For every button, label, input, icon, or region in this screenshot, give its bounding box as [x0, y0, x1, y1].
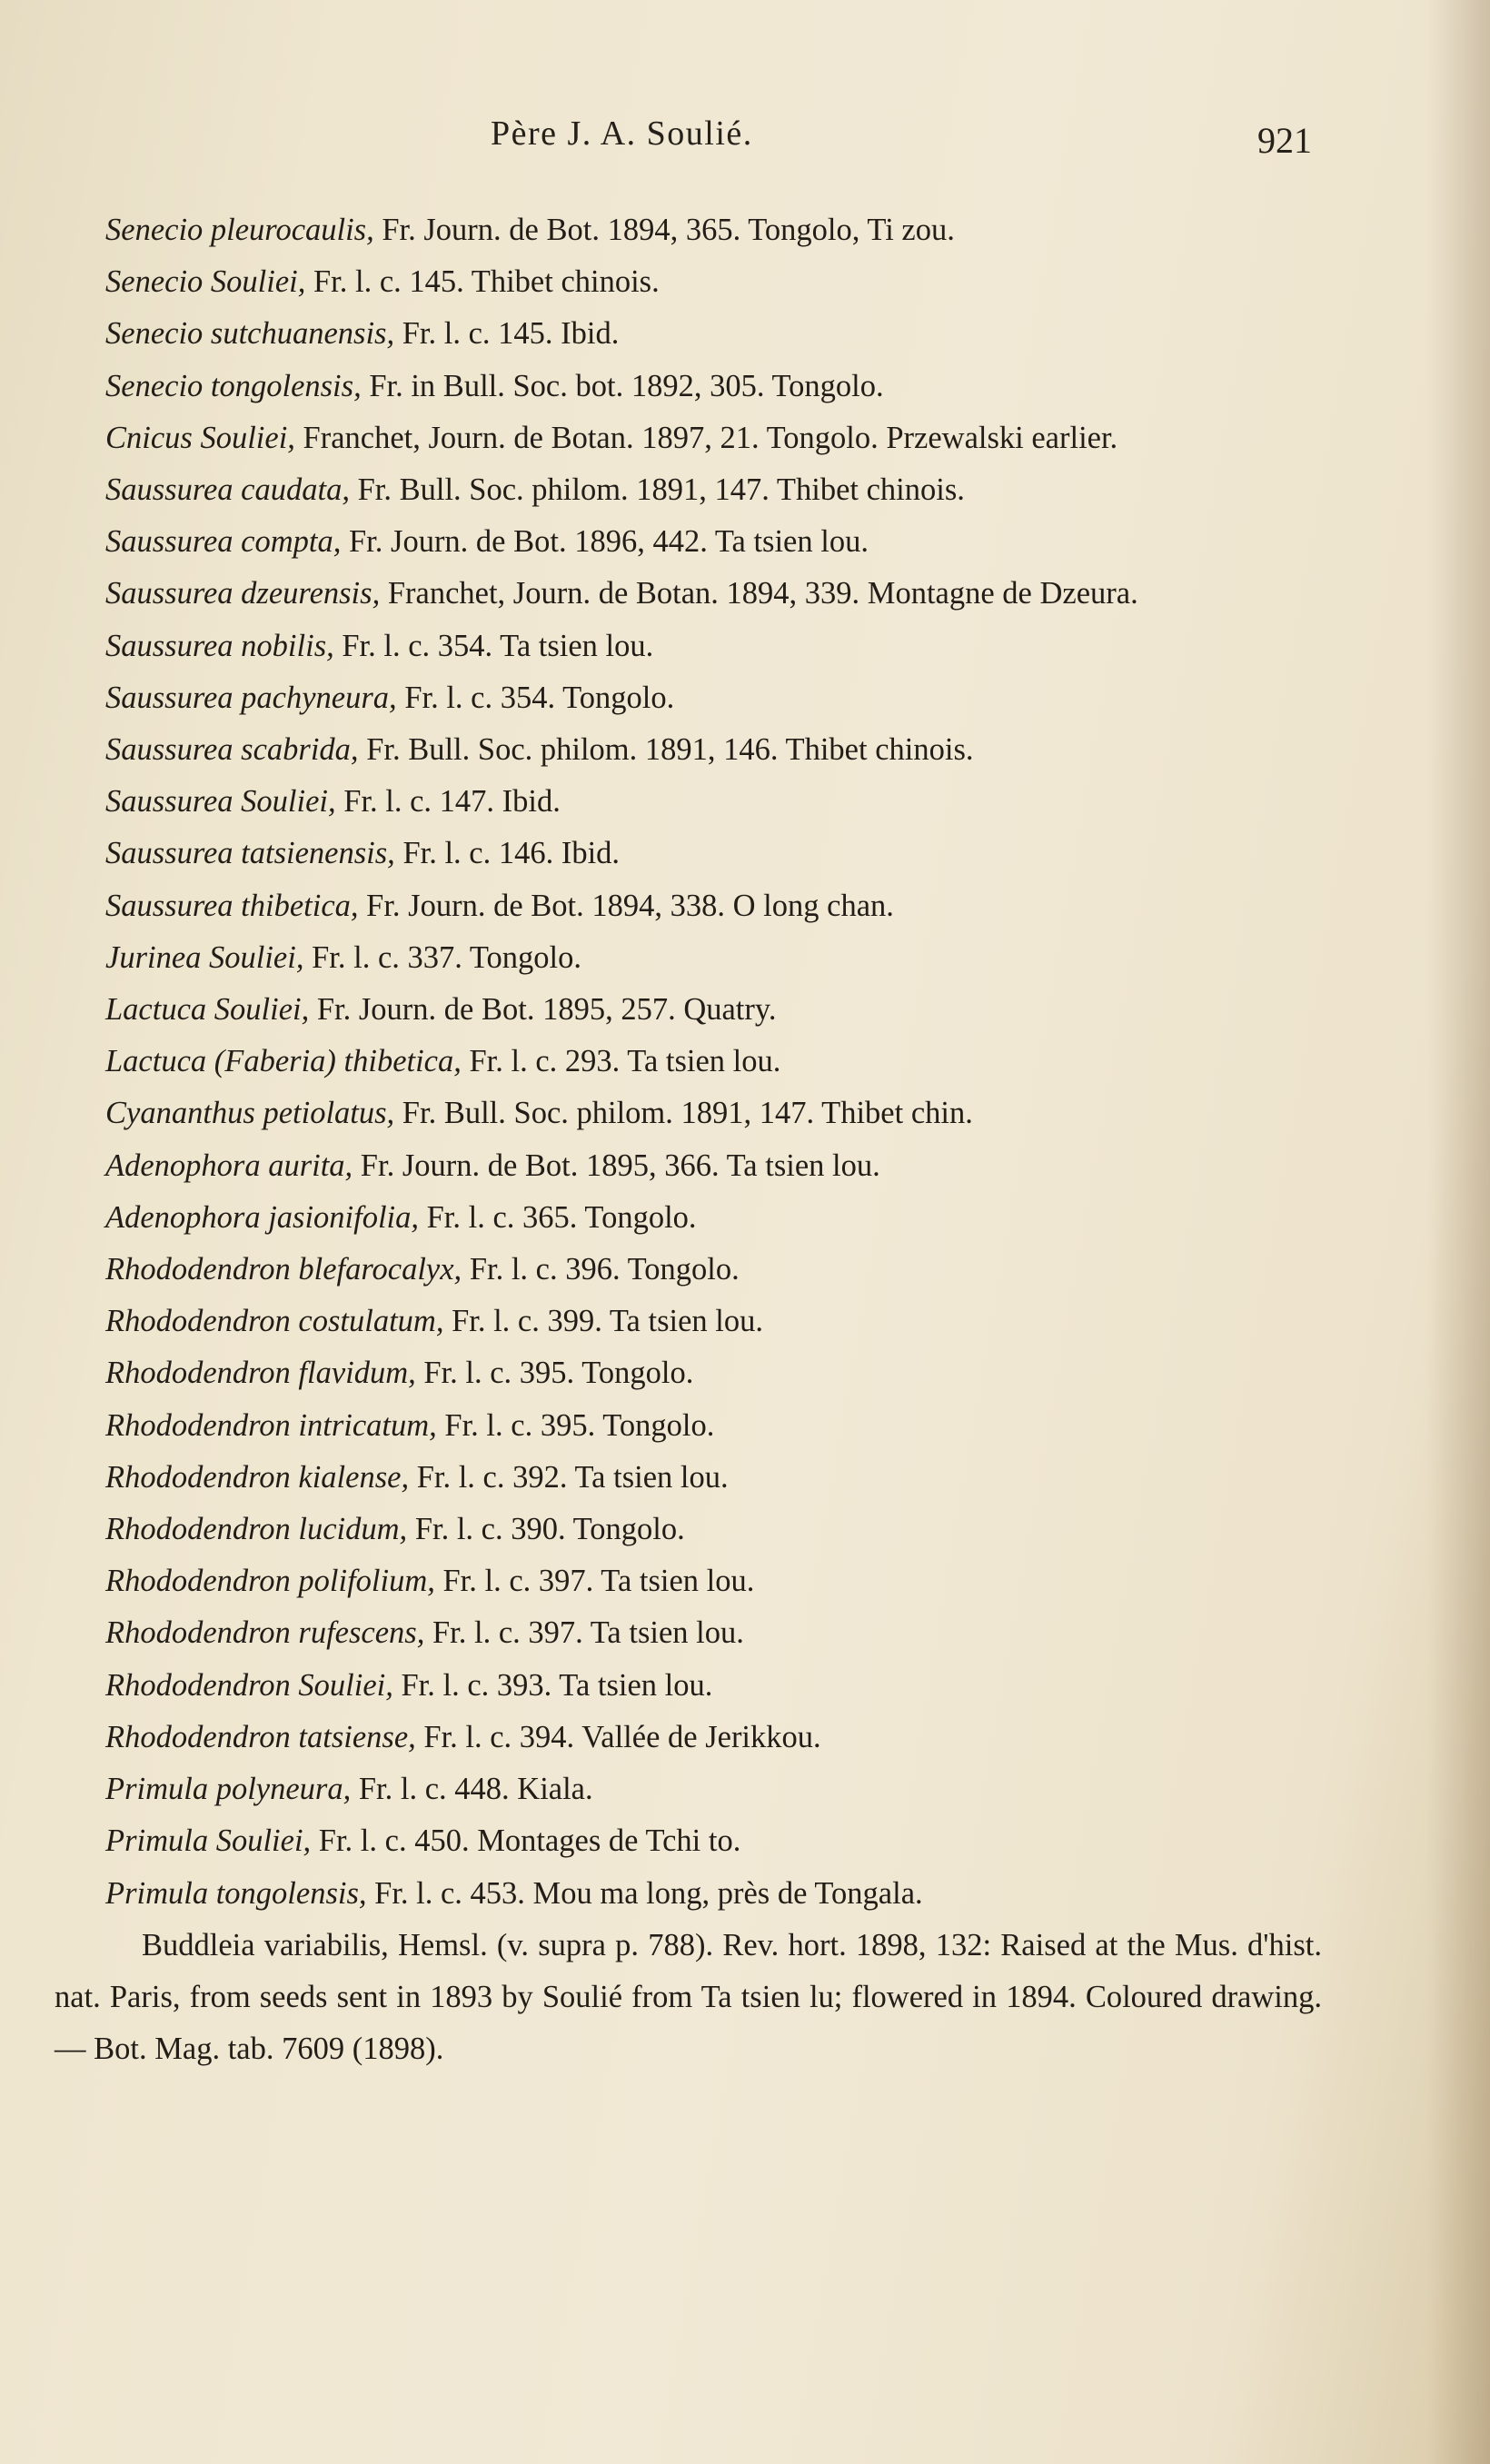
page-number: 921 — [1257, 120, 1312, 161]
citation: Fr. l. c. 397. Ta tsien lou. — [434, 1564, 755, 1599]
buddleia-paragraph — [55, 1920, 1322, 2076]
citation: Fr. l. c. 395. Tongolo. — [436, 1407, 715, 1443]
species-name: Rhododendron blefarocalyx, — [105, 1252, 462, 1287]
species-entry — [55, 1607, 1322, 1659]
species-name: Senecio tongolensis, — [105, 368, 362, 403]
species-entry — [55, 1555, 1322, 1607]
species-name: Rhododendron kialense, — [105, 1459, 410, 1495]
species-entry — [55, 880, 1322, 932]
species-entry — [55, 1815, 1322, 1867]
species-name: Rhododendron flavidum, — [105, 1356, 416, 1391]
citation: Fr. l. c. 399. Ta tsien lou. — [443, 1304, 763, 1339]
citation: Fr. Journ. de Bot. 1894, 338. O long chan. — [358, 888, 894, 923]
citation: Fr. Journ. de Bot. 1896, 442. Ta tsien lou. — [341, 524, 869, 560]
species-name: Primula tongolensis, — [105, 1875, 367, 1911]
species-name: Rhododendron lucidum, — [105, 1512, 408, 1547]
species-entry — [55, 984, 1322, 1036]
species-name: Saussurea thibetica, — [105, 888, 359, 923]
species-name: Lactuca (Faberia) thibetica, — [105, 1044, 462, 1079]
species-name: Rhododendron polifolium, — [105, 1564, 435, 1599]
species-name: Rhododendron tatsiense, — [105, 1719, 416, 1754]
citation: Fr. l. c. 450. Montages de Tchi to. — [311, 1823, 741, 1859]
citation: Fr. Journ. de Bot. 1894, 365. Tongolo, Ti zou. — [373, 213, 955, 247]
citation: Fr. l. c. 293. Ta tsien lou. — [461, 1044, 781, 1079]
citation: Franchet, Journ. de Botan. 1897, 21. Tongolo. Przewalski earlier. — [294, 420, 1118, 455]
citation: Fr. Bull. Soc. philom. 1891, 147. Thibet chin. — [394, 1096, 973, 1131]
citation: Fr. l. c. 337. Tongolo. — [303, 939, 582, 975]
species-name: Saussurea Souliei, — [105, 784, 336, 820]
species-entry — [55, 1088, 1322, 1139]
species-entry — [55, 1036, 1322, 1088]
species-entry — [55, 1244, 1322, 1296]
citation: Fr. l. c. 146. Ibid. — [394, 836, 621, 871]
species-name: Saussurea caudata, — [105, 472, 350, 508]
citation: Fr. l. c. 147. Ibid. — [335, 784, 561, 820]
species-entry — [55, 724, 1322, 776]
species-entry — [55, 568, 1322, 620]
species-entry — [55, 1192, 1322, 1244]
citation: Fr. l. c. 397. Ta tsien lou. — [424, 1615, 744, 1651]
species-entry — [55, 464, 1322, 516]
citation: Fr. l. c. 354. Ta tsien lou. — [333, 628, 654, 663]
citation: Fr. l. c. 396. Tongolo. — [462, 1252, 740, 1287]
species-name: Cnicus Souliei, — [105, 420, 295, 455]
species-entry — [55, 361, 1322, 412]
species-name: Saussurea dzeurensis, — [105, 576, 381, 611]
species-entry — [55, 1347, 1322, 1399]
species-entry — [55, 1504, 1322, 1555]
species-entry — [55, 1868, 1322, 1920]
species-entry — [55, 256, 1322, 308]
running-header: Père J. A. Soulié. — [491, 114, 753, 153]
species-entry — [55, 412, 1322, 464]
citation: Hemsl. (v. supra p. 788). Rev. hort. 1898, 132: Raised at the Mus. d'hist. nat. Paris, from seeds sent in 1893 by Soulié from Ta tsien lu; flowered in 1894. Coloured drawing. — Bot. Mag. tab. 7609 (1898). — [55, 1927, 1322, 2067]
citation: Fr. l. c. 393. Ta tsien lou. — [392, 1667, 713, 1703]
species-entry — [55, 932, 1322, 984]
species-name: Senecio pleurocaulis, — [105, 213, 374, 247]
species-name: Adenophora jasionifolia, — [105, 1199, 419, 1235]
species-entry — [55, 1296, 1322, 1347]
species-list — [55, 204, 1322, 2075]
species-entry — [55, 1764, 1322, 1815]
species-entry — [55, 1712, 1322, 1764]
species-entry — [55, 776, 1322, 828]
citation: Fr. l. c. 394. Vallée de Jerikkou. — [415, 1719, 821, 1754]
species-name: Buddleia variabilis, — [142, 1927, 389, 1962]
citation: Fr. l. c. 392. Ta tsien lou. — [409, 1459, 729, 1495]
species-name: Rhododendron costulatum, — [105, 1304, 444, 1339]
species-name: Saussurea compta, — [105, 524, 342, 560]
species-name: Saussurea nobilis, — [105, 628, 334, 663]
citation: Fr. Journ. de Bot. 1895, 366. Ta tsien lou. — [353, 1148, 880, 1183]
species-entry — [55, 672, 1322, 724]
species-entry — [55, 1660, 1322, 1712]
species-name: Saussurea pachyneura, — [105, 680, 397, 715]
species-name: Primula polyneura, — [105, 1772, 352, 1807]
species-entry — [55, 1140, 1322, 1192]
species-name: Cyananthus petiolatus, — [105, 1096, 395, 1131]
species-entry — [55, 621, 1322, 672]
citation: Fr. Bull. Soc. philom. 1891, 147. Thibet chinois. — [349, 472, 965, 508]
species-entry — [55, 1452, 1322, 1504]
species-entry — [55, 828, 1322, 879]
species-entry — [55, 1400, 1322, 1452]
species-name: Saussurea tatsienensis, — [105, 836, 395, 871]
species-name: Senecio sutchuanensis, — [105, 316, 395, 352]
citation: Fr. l. c. 390. Tongolo. — [407, 1512, 685, 1547]
citation: Fr. Bull. Soc. philom. 1891, 146. Thibet chinois. — [358, 732, 974, 768]
citation: Fr. l. c. 395. Tongolo. — [415, 1356, 694, 1391]
citation: Fr. in Bull. Soc. bot. 1892, 305. Tongolo. — [361, 368, 884, 403]
species-name: Rhododendron Souliei, — [105, 1667, 393, 1703]
citation: Fr. l. c. 448. Kiala. — [351, 1772, 593, 1807]
citation: Fr. l. c. 354. Tongolo. — [396, 680, 675, 715]
species-name: Adenophora aurita, — [105, 1148, 353, 1183]
species-entry — [55, 204, 1322, 256]
species-entry — [55, 308, 1322, 360]
species-name: Lactuca Souliei, — [105, 992, 310, 1028]
species-entry — [55, 516, 1322, 568]
citation: Franchet, Journ. de Botan. 1894, 339. Montagne de Dzeura. — [380, 576, 1138, 611]
species-name: Jurinea Souliei, — [105, 939, 304, 975]
citation: Fr. l. c. 145. Thibet chinois. — [305, 264, 660, 300]
citation: Fr. Journ. de Bot. 1895, 257. Quatry. — [309, 992, 777, 1028]
citation: Fr. l. c. 145. Ibid. — [394, 316, 620, 352]
citation: Fr. l. c. 365. Tongolo. — [419, 1199, 697, 1235]
species-name: Rhododendron intricatum, — [105, 1407, 437, 1443]
species-name: Primula Souliei, — [105, 1823, 312, 1859]
species-name: Senecio Souliei, — [105, 264, 306, 300]
citation: Fr. l. c. 453. Mou ma long, près de Tongala. — [366, 1875, 923, 1911]
species-name: Rhododendron rufescens, — [105, 1615, 425, 1651]
species-name: Saussurea scabrida, — [105, 732, 359, 768]
